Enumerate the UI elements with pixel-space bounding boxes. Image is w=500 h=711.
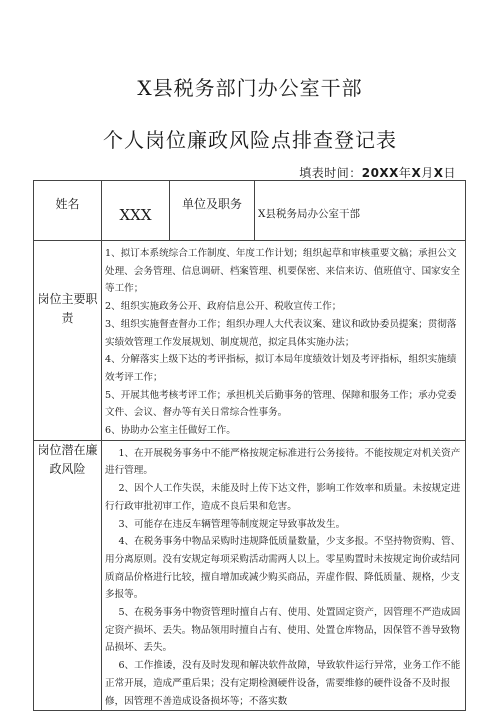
risks-label: 岗位潜在廉政风险 <box>34 440 102 711</box>
document-title: X县税务部门办公室干部 <box>137 76 363 100</box>
document-subtitle: 个人岗位廉政风险点排查登记表 <box>103 128 397 152</box>
risk-item: 5、在税务事务中物资管理时擅自占有、使用、处置固定资产，因管理不严造成固定资产损坏、丢失。物品领用时擅自占有、使用、处置仓库物品，因保管不善导致物品损坏、丢失。 <box>105 607 461 654</box>
fill-date-year-suffix: 年 <box>398 166 412 180</box>
duties-row <box>34 241 466 441</box>
risk-item: 1、在开展税务事务中不能严格按规定标准进行公务接待。不能按规定对机关资产进行管理。 <box>105 447 461 477</box>
duty-item: 2、组织实施政务公开、政府信息公开、税收宣传工作； <box>105 301 342 313</box>
fill-date-year: 20XX <box>361 166 399 180</box>
fill-date-month: X <box>411 166 422 180</box>
duty-item: 4、分解落实上级下达的考评指标，拟订本局年度绩效计划及考评指标，组织实施绩效考评工作； <box>105 354 457 383</box>
name-value: XXX <box>102 181 170 241</box>
risks-content <box>102 440 466 711</box>
risk-item: 3、可能存在违反车辆管理等制度规定导致事故发生。 <box>118 518 346 530</box>
duties-content <box>102 241 466 441</box>
basic-info-row <box>34 181 466 241</box>
unit-value: X县税务局办公室干部 <box>255 181 466 241</box>
risk-item: 6、工作推诿，没有及时发现和解决软件故障，导致软件运行异常，业务工作不能正常开展，造成严重后果；没有定期检测硬件设备，需要维修的硬件设备不及时报修，因管理不善造成设备损坏等；不落实数 <box>105 660 461 707</box>
duty-item: 5、开展其他考核考评工作；承担机关后勤事务的管理、保障和服务工作；承办党委文件、会议、督办等有关日常综合性事务。 <box>105 389 457 419</box>
duty-item: 3、组织实施督查督办工作；组织办理人大代表议案、建议和政协委员提案；贯彻落实绩效管理工作发展规划、制度规范，拟定具体实施办法； <box>105 318 457 348</box>
name-label: 姓名 <box>34 181 102 241</box>
duty-item: 6、协助办公室主任做好工作。 <box>105 425 236 437</box>
fill-date-month-suffix: 月 <box>421 166 434 180</box>
risks-row <box>34 440 466 711</box>
fill-date-label: 填表时间： <box>299 166 362 180</box>
fill-date-day: X <box>433 166 444 180</box>
fill-date <box>299 164 456 181</box>
registration-table <box>33 180 466 711</box>
duties-label: 岗位主要职责 <box>34 241 102 441</box>
risk-item: 2、因个人工作失误，未能及时上传下达文件，影响工作效率和质量。未按规定进行行政审批初审工作，造成不良后果和危害。 <box>105 483 461 512</box>
risk-item: 4、在税务事务中物品采购时违规降低质量数量，少支多报。不坚持物资购、管、用分离原则。没有安规定每项采购活动需两人以上。零星购置时未按规定询价或结同质商品价格进行比较，擅自增加或减少购买商品，弄虚作假、降低质量、规格，少支多报等。 <box>105 536 461 601</box>
duty-item: 1、拟订本系统综合工作制度、年度工作计划；组织起草和审核重要文稿；承担公文处理、会务管理、信息调研、档案管理、机要保密、来信来访、值班值守、国家安全等工作； <box>105 248 460 295</box>
unit-label: 单位及职务 <box>170 181 255 241</box>
fill-date-day-suffix: 日 <box>443 166 456 180</box>
